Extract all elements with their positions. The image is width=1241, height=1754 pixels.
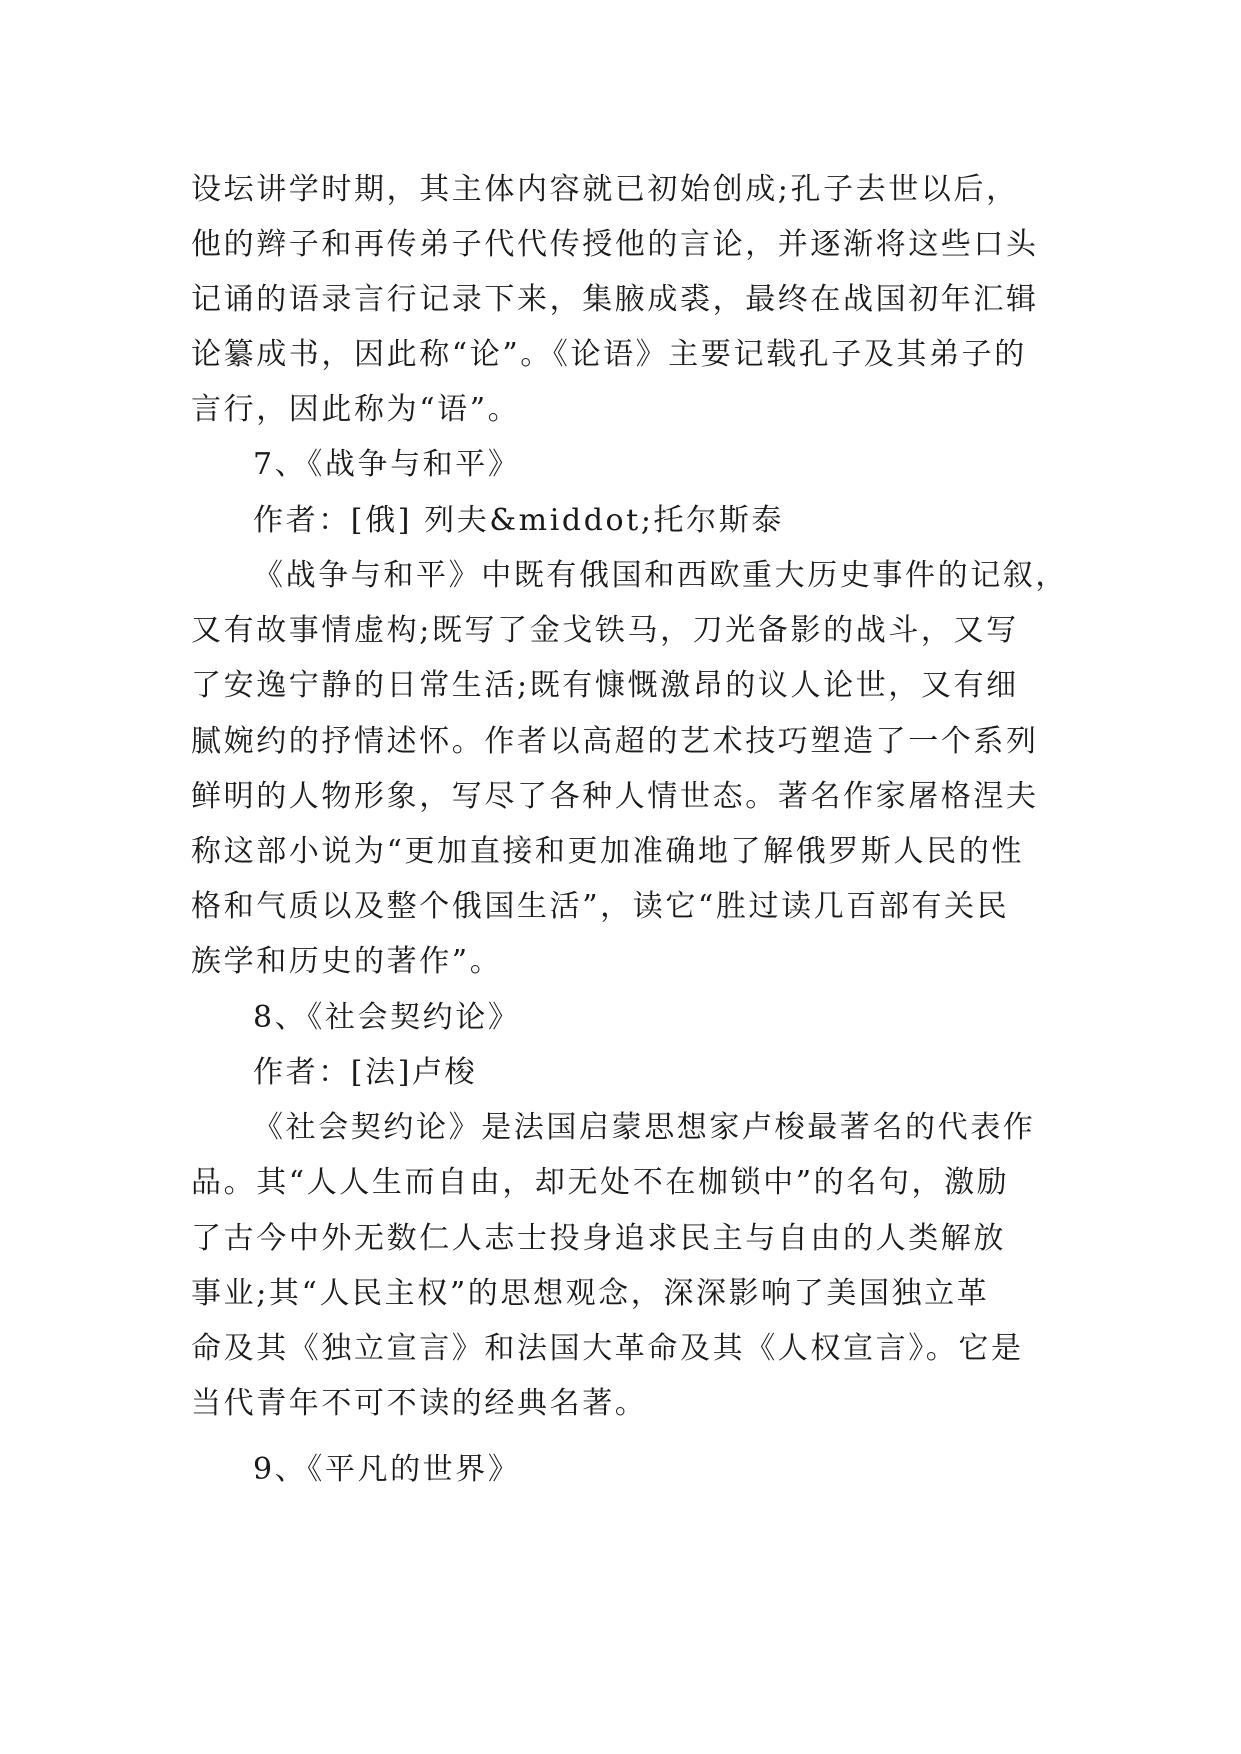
author-line-7: 作者：[俄] 列夫&middot;托尔斯泰 [253, 503, 784, 538]
text-line: 了古今中外无数仁人志士投身追求民主与自由的人类解放 [191, 1221, 1006, 1256]
text-line: 论纂成书，因此称“论”。《论语》主要记载孔子及其弟子的 [191, 337, 1027, 372]
text-line: 称这部小说为“更加直接和更加准确地了解俄罗斯人民的性 [191, 834, 1024, 869]
text-line: 记诵的语录言行记录下来，集腋成裘，最终在战国初年汇辑 [191, 282, 1039, 317]
text-line: 鲜明的人物形象，写尽了各种人情世态。著名作家屠格涅夫 [191, 779, 1039, 814]
text-line: 他的辫子和再传弟子代代传授他的言论，并逐渐将这些口头 [191, 227, 1039, 262]
text-line: 当代青年不可不读的经典名著。 [191, 1386, 648, 1421]
author-line-8: 作者：[法]卢梭 [253, 1055, 478, 1090]
section-heading-9: 9、《平凡的世界》 [253, 1452, 521, 1487]
text-line: 言行，因此称为“语”。 [191, 392, 521, 427]
text-line: 品。其“人人生而自由，却无处不在枷锁中”的名句，激励 [191, 1165, 1010, 1200]
text-line: 族学和历史的著作”。 [191, 944, 503, 979]
section-heading-8: 8、《社会契约论》 [253, 1000, 521, 1035]
text-line: 格和气质以及整个俄国生活”，读它“胜过读几百部有关民 [191, 889, 1010, 924]
section-heading-7: 7、《战争与和平》 [253, 447, 521, 482]
text-line: 命及其《独立宣言》和法国大革命及其《人权宣言》。它是 [191, 1331, 1024, 1366]
text-line: 腻婉约的抒情述怀。作者以高超的艺术技巧塑造了一个系列 [191, 724, 1039, 759]
paragraph-start: 《社会契约论》是法国启蒙思想家卢梭最著名的代表作 [253, 1110, 1036, 1145]
text-line: 又有故事情虚构;既写了金戈铁马，刀光备影的战斗，又写 [191, 613, 1019, 648]
text-line: 设坛讲学时期，其主体内容就已初始创成;孔子去世以后， [191, 172, 1019, 207]
paragraph-start: 《战争与和平》中既有俄国和西欧重大历史事件的记叙， [253, 558, 1068, 593]
text-line: 事业;其“人民主权”的思想观念，深深影响了美国独立革 [191, 1276, 990, 1311]
text-line: 了安逸宁静的日常生活;既有慷慨激昂的议人论世，又有细 [191, 668, 1019, 703]
